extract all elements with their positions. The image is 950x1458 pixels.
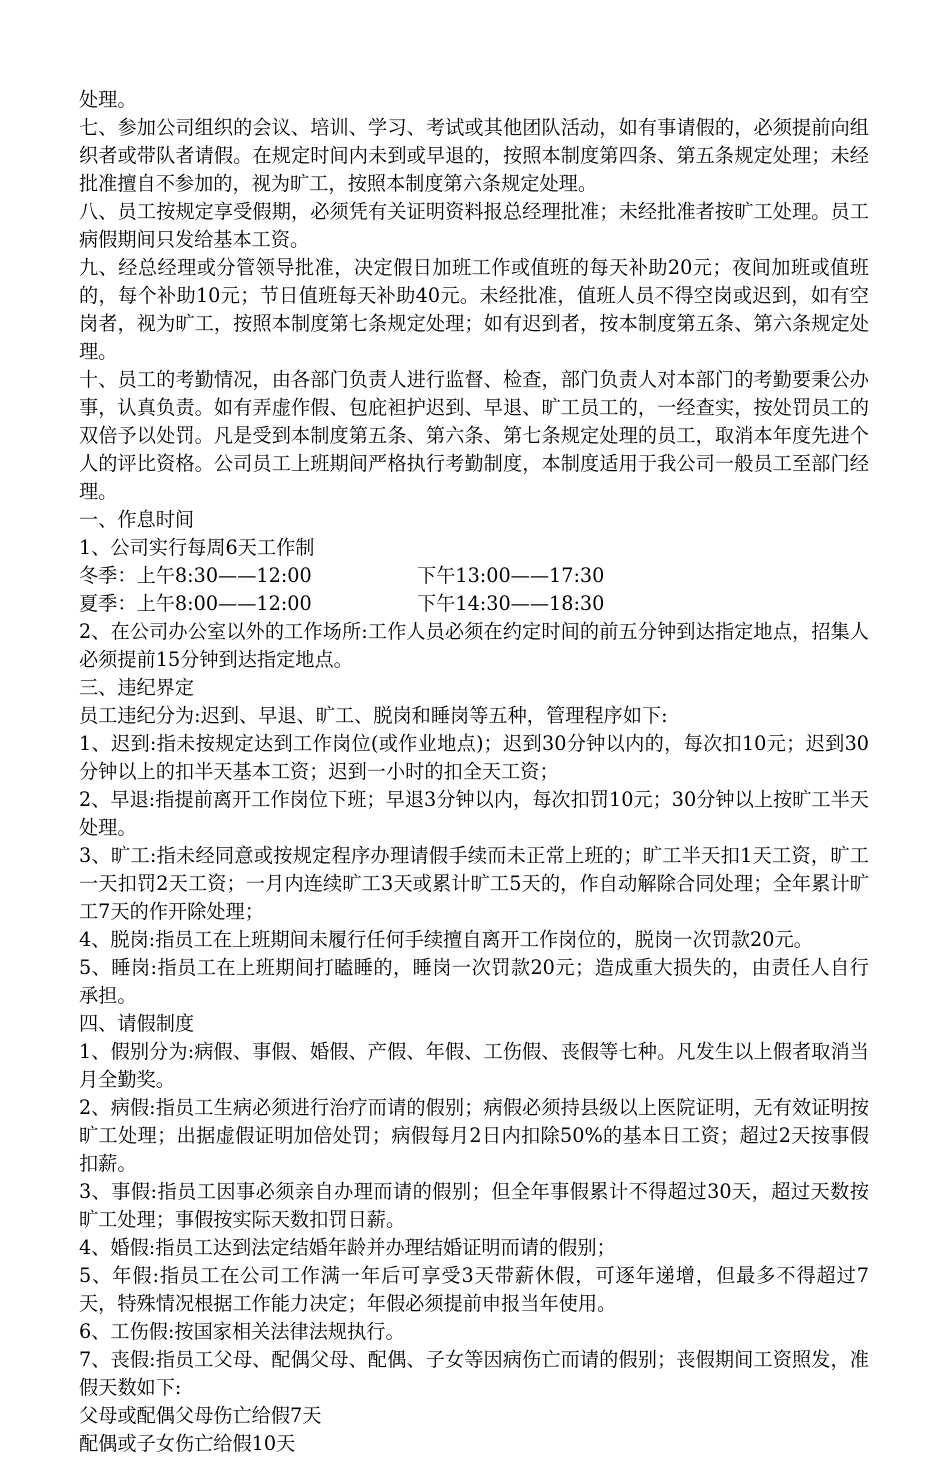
- schedule-row-summer: [79, 590, 869, 618]
- paragraph: 配偶或子女伤亡给假10天: [79, 1432, 296, 1455]
- paragraph: 3、旷工:指未经同意或按规定程序办理请假手续而未正常上班的；旷工半天扣1天工资，旷工一天扣罚2天工资；一月内连续旷工3天或累计旷工5天的，作自动解除合同处理；全年累计旷工7天的作开除处理；: [79, 844, 869, 923]
- paragraph: 1、迟到:指未按规定达到工作岗位(或作业地点)；迟到30分钟以内的，每次扣10元；迟到30分钟以上的扣半天基本工资；迟到一小时的扣全天工资；: [79, 732, 869, 783]
- paragraph: 4、脱岗:指员工在上班期间未履行任何手续擅自离开工作岗位的，脱岗一次罚款20元。: [79, 928, 813, 951]
- paragraph: 员工违纪分为:迟到、早退、旷工、脱岗和睡岗等五种，管理程序如下:: [79, 704, 668, 727]
- paragraph: 6、工伤假:按国家相关法律法规执行。: [79, 1320, 405, 1343]
- paragraph: 1、公司实行每周6天工作制: [79, 536, 315, 559]
- document-body: [79, 86, 869, 1458]
- paragraph: 十、员工的考勤情况，由各部门负责人进行监督、检查，部门负责人对本部门的考勤要秉公办事，认真负责。如有弄虚作假、包庇袒护迟到、早退、旷工员工的，一经查实，按处罚员工的双倍予以处罚。凡是受到本制度第五条、第六条、第七条规定处理的员工，取消本年度先进个人的评比资格。公司员工上班期间严格执行考勤制度，本制度适用于我公司一般员工至部门经理。: [79, 368, 869, 503]
- paragraph: 7、丧假:指员工父母、配偶父母、配偶、子女等因病伤亡而请的假别；丧假期间工资照发，准假天数如下:: [79, 1348, 869, 1399]
- schedule-row-winter: [79, 562, 869, 590]
- section-heading: 一、作息时间: [79, 508, 195, 531]
- paragraph: 处理。: [79, 88, 137, 111]
- schedule-afternoon: 下午13:00——17:30: [417, 564, 605, 587]
- paragraph: 七、参加公司组织的会议、培训、学习、考试或其他团队活动，如有事请假的，必须提前向组织者或带队者请假。在规定时间内未到或早退的，按照本制度第四条、第五条规定处理；未经批准擅自不参加的，视为旷工，按照本制度第六条规定处理。: [79, 116, 869, 195]
- section-heading: 三、违纪界定: [79, 676, 195, 699]
- schedule-morning: 冬季：上午8:30——12:00: [79, 564, 312, 587]
- paragraph: 5、睡岗:指员工在上班期间打瞌睡的，睡岗一次罚款20元；造成重大损失的，由责任人自行承担。: [79, 956, 869, 1007]
- schedule-afternoon: 下午14:30——18:30: [417, 592, 605, 615]
- paragraph: 父母或配偶父母伤亡给假7天: [79, 1404, 322, 1427]
- paragraph: 4、婚假:指员工达到法定结婚年龄并办理结婚证明而请的假别；: [79, 1236, 616, 1259]
- paragraph: 2、病假:指员工生病必须进行治疗而请的假别；病假必须持县级以上医院证明，无有效证明按旷工处理；出据虚假证明加倍处罚；病假每月2日内扣除50%的基本日工资；超过2天按事假扣薪。: [79, 1096, 869, 1175]
- paragraph: 八、员工按规定享受假期，必须凭有关证明资料报总经理批准；未经批准者按旷工处理。员工病假期间只发给基本工资。: [79, 200, 869, 251]
- schedule-morning: 夏季：上午8:00——12:00: [79, 592, 312, 615]
- paragraph: 2、在公司办公室以外的工作场所:工作人员必须在约定时间的前五分钟到达指定地点，招集人必须提前15分钟到达指定地点。: [79, 620, 869, 671]
- paragraph: 2、早退:指提前离开工作岗位下班；早退3分钟以内，每次扣罚10元；30分钟以上按旷工半天处理。: [79, 788, 869, 839]
- paragraph: 3、事假:指员工因事必须亲自办理而请的假别；但全年事假累计不得超过30天，超过天数按旷工处理；事假按实际天数扣罚日薪。: [79, 1180, 869, 1231]
- paragraph: 5、年假:指员工在公司工作满一年后可享受3天带薪休假，可逐年递增，但最多不得超过7天，特殊情况根据工作能力决定；年假必须提前申报当年使用。: [79, 1264, 869, 1315]
- paragraph: 九、经总经理或分管领导批准，决定假日加班工作或值班的每天补助20元；夜间加班或值班的，每个补助10元；节日值班每天补助40元。未经批准，值班人员不得空岗或迟到，如有空岗者，视为旷工，按照本制度第七条规定处理；如有迟到者，按本制度第五条、第六条规定处理。: [79, 256, 869, 363]
- section-heading: 四、请假制度: [79, 1012, 195, 1035]
- paragraph: 1、假别分为:病假、事假、婚假、产假、年假、工伤假、丧假等七种。凡发生以上假者取消当月全勤奖。: [79, 1040, 869, 1091]
